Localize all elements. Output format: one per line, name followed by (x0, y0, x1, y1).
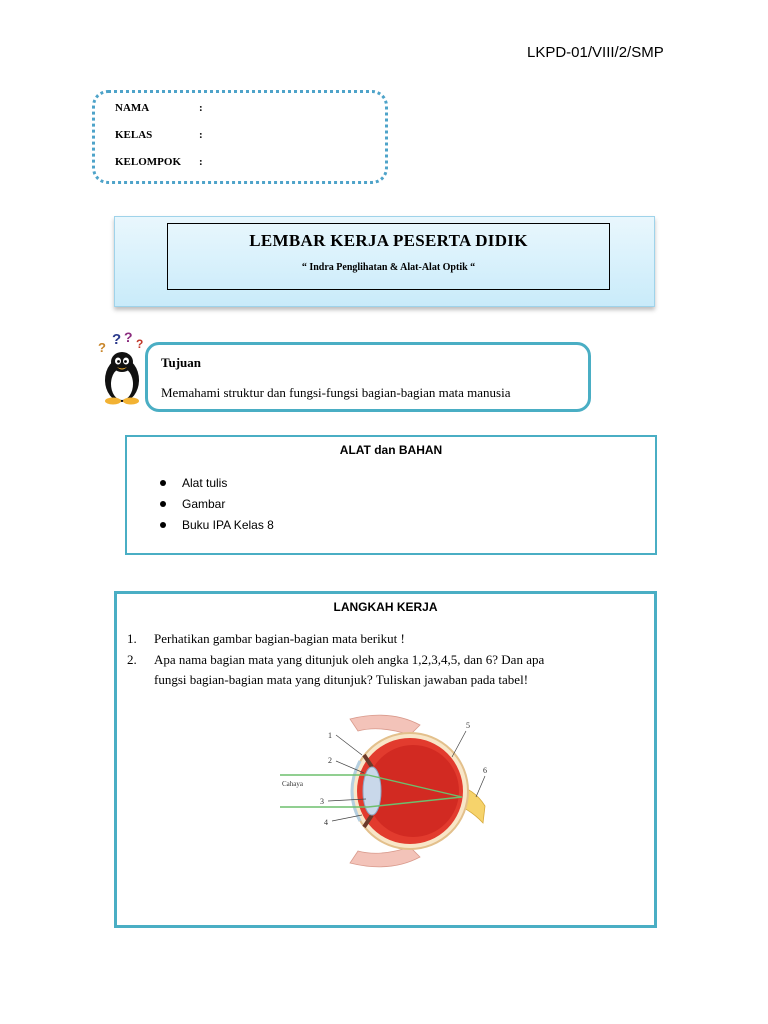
group-label: KELOMPOK (115, 156, 181, 168)
list-item (157, 475, 274, 496)
material-label: Buku IPA Kelas 8 (182, 518, 274, 532)
svg-text:?: ? (112, 331, 122, 348)
svg-text:?: ? (136, 337, 144, 351)
name-label: NAMA (115, 102, 150, 114)
material-label: Alat tulis (182, 476, 228, 490)
page-title: LEMBAR KERJA PESERTA DIDIK (249, 231, 528, 250)
class-separator: : (199, 129, 203, 141)
page-subtitle: “ Indra Penglihatan & Alat-Alat Optik “ (301, 262, 476, 273)
step-number: 2. (127, 652, 137, 667)
svg-text:?: ? (98, 340, 106, 355)
document-code: LKPD-01/VIII/2/SMP (527, 44, 664, 61)
list-item (157, 517, 274, 538)
eye-label-4: 4 (324, 818, 328, 827)
name-row (115, 102, 203, 114)
eye-label-5: 5 (466, 721, 470, 730)
light-label: Cahaya (282, 780, 303, 788)
steps-heading: LANGKAH KERJA (333, 600, 438, 614)
step-text (154, 650, 544, 690)
group-separator: : (199, 156, 203, 168)
class-row (115, 129, 203, 141)
penguin-question-icon (96, 330, 148, 405)
eye-label-3: 3 (320, 797, 324, 806)
bullet-icon (160, 501, 166, 507)
class-label: KELAS (115, 129, 153, 141)
step-number: 1. (127, 631, 137, 646)
objective-text: Memahami struktur dan fungsi-fungsi bagian-bagian mata manusia (161, 385, 511, 400)
bullet-icon (160, 522, 166, 528)
objective-heading: Tujuan (161, 355, 201, 370)
steps-box (114, 591, 657, 928)
eye-diagram (280, 711, 500, 871)
materials-heading: ALAT dan BAHAN (339, 443, 443, 457)
eye-label-1: 1 (328, 731, 332, 740)
eye-label-2: 2 (328, 756, 332, 765)
step-text: Perhatikan gambar bagian-bagian mata berikut ! (154, 631, 405, 646)
group-row (115, 156, 203, 168)
title-frame (167, 223, 610, 290)
step-item (127, 650, 544, 690)
step-item (127, 629, 405, 649)
materials-list (157, 475, 274, 538)
list-item (157, 496, 274, 517)
title-banner (114, 216, 655, 307)
identity-box (92, 90, 388, 184)
bullet-icon (160, 480, 166, 486)
svg-text:?: ? (124, 330, 133, 345)
material-label: Gambar (182, 497, 226, 511)
eye-label-6: 6 (483, 766, 487, 775)
step-text-line: Apa nama bagian mata yang ditunjuk oleh angka 1,2,3,4,5, dan 6? Dan apa (154, 652, 545, 667)
name-separator: : (199, 102, 203, 114)
step-text-line: fungsi bagian-bagian mata yang ditunjuk? Tuliskan jawaban pada tabel! (154, 672, 529, 687)
objective-box (145, 342, 591, 412)
materials-box (125, 435, 657, 555)
